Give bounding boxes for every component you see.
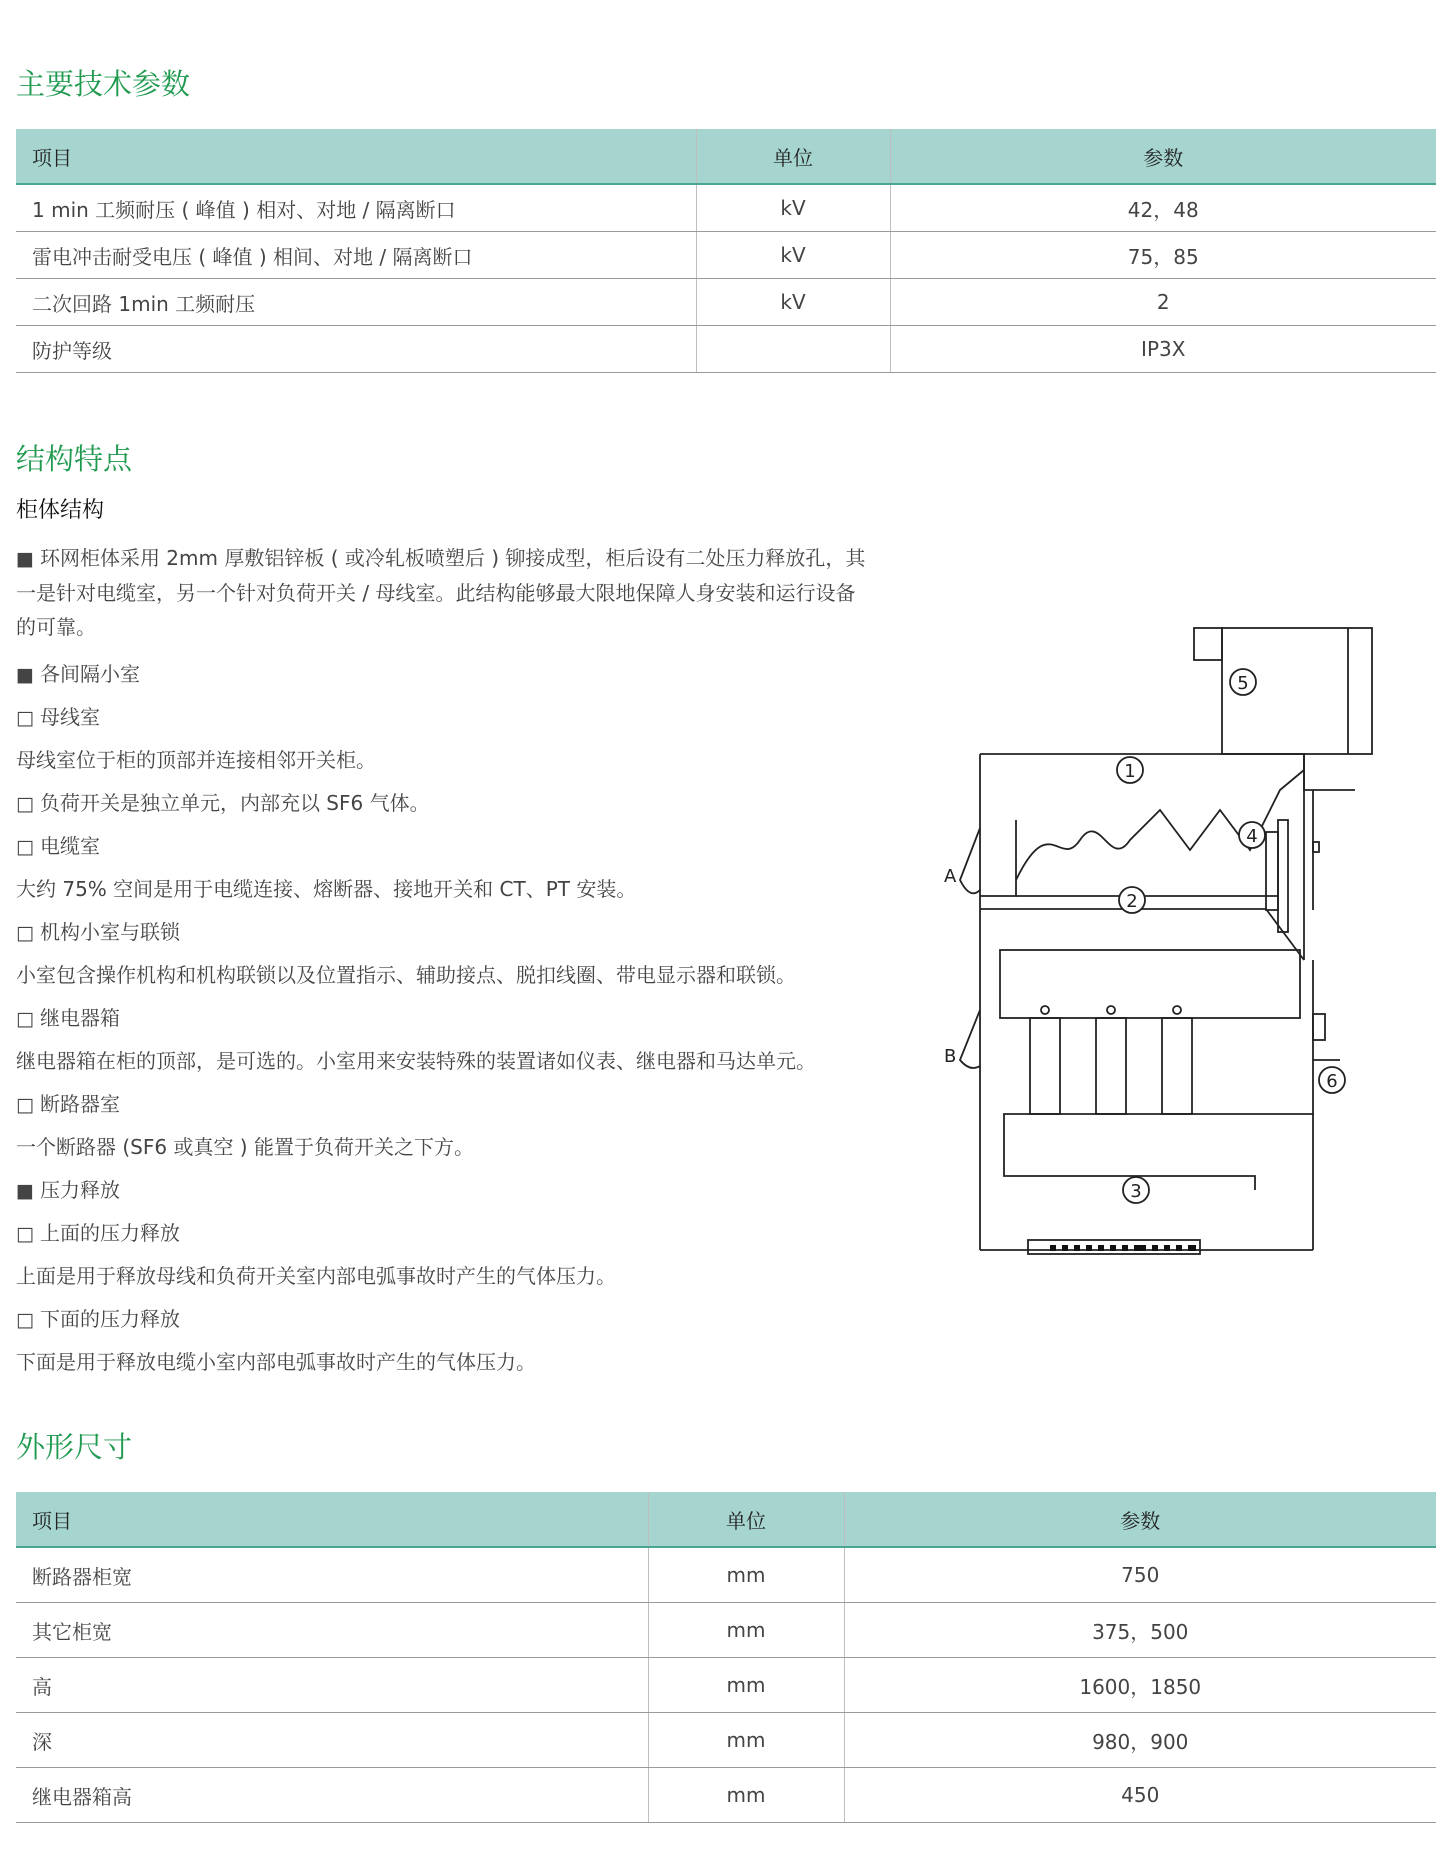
cell-unit: mm [648, 1547, 844, 1603]
cable-terminal-3 [1162, 1018, 1192, 1114]
item-breaker-room: 断路器室 [39, 1092, 120, 1116]
relay-box-tab [1194, 628, 1222, 660]
header-unit: 单位 [648, 1492, 844, 1547]
list-item [16, 1298, 866, 1341]
section-title-tech-params: 主要技术参数 [16, 67, 191, 101]
filled-square-bullet: ■ [16, 1180, 34, 1202]
cell-value: IP3X [890, 326, 1436, 373]
hollow-square-bullet: □ [16, 836, 34, 858]
label-b: B [944, 1046, 957, 1067]
list-item [16, 782, 866, 825]
tech-params-table [16, 129, 1436, 373]
callout-6 [1319, 1067, 1345, 1093]
table-row [16, 232, 1436, 279]
table-row [16, 1768, 1436, 1823]
list-item [16, 696, 866, 739]
busbar-room-wall [980, 820, 1016, 896]
cell-item: 继电器箱高 [16, 1768, 648, 1823]
hollow-square-bullet: □ [16, 1094, 34, 1116]
list-item: 上面是用于释放母线和负荷开关室内部电弧事故时产生的气体压力。 [16, 1264, 616, 1288]
header-item: 项目 [16, 1492, 648, 1547]
cell-unit: mm [648, 1658, 844, 1713]
list-item [16, 825, 866, 868]
header-unit: 单位 [696, 129, 890, 184]
cell-unit: mm [648, 1713, 844, 1768]
list-item [16, 1212, 866, 1255]
header-value: 参数 [890, 129, 1436, 184]
table-row [16, 1603, 1436, 1658]
cell-value: 980，900 [844, 1713, 1436, 1768]
fuse-contact-3 [1173, 1006, 1181, 1014]
cell-unit: mm [648, 1768, 844, 1823]
pressure-flap-b [960, 1010, 980, 1068]
cell-value: 750 [844, 1547, 1436, 1603]
table-row [16, 1547, 1436, 1603]
svg-text:2: 2 [1126, 891, 1138, 912]
fuse-contact-1 [1041, 1006, 1049, 1014]
table-row [16, 1713, 1436, 1768]
item-busbar-room: 母线室 [39, 705, 100, 729]
list-item [16, 997, 866, 1040]
cell-value: 1600，1850 [844, 1658, 1436, 1713]
callout-2 [1119, 887, 1145, 913]
cable-terminal-2 [1096, 1018, 1126, 1114]
cell-value: 450 [844, 1768, 1436, 1823]
svg-text:3: 3 [1130, 1181, 1142, 1202]
list-item [16, 911, 866, 954]
intro-text: 环网柜体采用 2mm 厚敷铝锌板 ( 或冷轧板喷塑后 ) 铆接成型，柜后设有二处压力释放孔，其一是针对电缆室，另一个针对负荷开关 / 母线室。此结构能够最大限地保障人身安装和运行设备的可靠。 [16, 546, 866, 639]
list-item: 小室包含操作机构和机构联锁以及位置指示、辅助接点、脱扣线圈、带电显示器和联锁。 [16, 963, 796, 987]
side-bracket [1313, 1014, 1325, 1040]
dimensions-table [16, 1492, 1436, 1823]
callout-3 [1123, 1177, 1149, 1203]
item-lower-relief: 下面的压力释放 [39, 1307, 180, 1331]
callout-5 [1230, 669, 1256, 695]
structure-feature-list [16, 541, 866, 1384]
hollow-square-bullet: □ [16, 922, 34, 944]
item-mechanism-room: 机构小室与联锁 [39, 920, 180, 944]
filled-square-bullet: ■ [16, 548, 34, 570]
cell-unit: kV [696, 184, 890, 232]
cell-value: 2 [890, 279, 1436, 326]
cell-item: 二次回路 1min 工频耐压 [16, 279, 696, 326]
callout-4 [1239, 822, 1265, 848]
cell-item: 断路器柜宽 [16, 1547, 648, 1603]
cell-unit: mm [648, 1603, 844, 1658]
pressure-flap-a [960, 828, 980, 893]
rear-latch [1313, 842, 1319, 852]
subtitle-cabinet-structure: 柜体结构 [16, 498, 105, 523]
list-item: 一个断路器 (SF6 或真空 ) 能置于负荷开关之下方。 [16, 1135, 474, 1159]
header-value: 参数 [844, 1492, 1436, 1547]
list-item [16, 653, 866, 696]
load-switch-handle [1266, 832, 1278, 910]
item-relay-box: 继电器箱 [39, 1006, 120, 1030]
table-row [16, 184, 1436, 232]
table-row [16, 279, 1436, 326]
cable-terminal-1 [1030, 1018, 1060, 1114]
cabinet-top-edge [980, 754, 1355, 790]
svg-text:5: 5 [1237, 673, 1249, 694]
item-load-switch: 负荷开关是独立单元，内部充以 SF6 气体。 [39, 791, 430, 815]
cell-unit [696, 326, 890, 373]
list-item: 下面是用于释放电缆小室内部电弧事故时产生的气体压力。 [16, 1350, 536, 1374]
cell-item: 其它柜宽 [16, 1603, 648, 1658]
table-row [16, 1658, 1436, 1713]
list-item: 大约 75% 空间是用于电缆连接、熔断器、接地开关和 CT、PT 安装。 [16, 877, 637, 901]
intro-paragraph [16, 541, 866, 644]
svg-text:4: 4 [1246, 826, 1258, 847]
list-item: 继电器箱在柜的顶部，是可选的。小室用来安装特殊的装置诸如仪表、继电器和马达单元。 [16, 1049, 816, 1073]
hollow-square-bullet: □ [16, 793, 34, 815]
fuse-contact-2 [1107, 1006, 1115, 1014]
switchgear-cross-section-diagram [900, 610, 1380, 1290]
callout-1 [1117, 757, 1143, 783]
cell-item: 高 [16, 1658, 648, 1713]
svg-text:1: 1 [1124, 761, 1136, 782]
list-item [16, 1083, 866, 1126]
item-compartments: 各间隔小室 [39, 662, 140, 686]
cell-unit: kV [696, 279, 890, 326]
item-pressure-relief: 压力释放 [39, 1178, 120, 1202]
cable-room-wall [1004, 1114, 1314, 1190]
section-title-dimensions: 外形尺寸 [16, 1430, 133, 1464]
section-title-structure: 结构特点 [16, 442, 133, 476]
cell-value: 375，500 [844, 1603, 1436, 1658]
item-cable-room: 电缆室 [39, 834, 100, 858]
filled-square-bullet: ■ [16, 664, 34, 686]
cell-value: 42，48 [890, 184, 1436, 232]
compartment-divider-slant [1266, 909, 1304, 960]
fuse-carrier [1000, 950, 1300, 1018]
header-item: 项目 [16, 129, 696, 184]
list-item: 母线室位于柜的顶部并连接相邻开关柜。 [16, 748, 376, 772]
cell-item: 1 min 工频耐压 ( 峰值 ) 相对、对地 / 隔离断口 [16, 184, 696, 232]
label-a: A [944, 866, 957, 887]
hollow-square-bullet: □ [16, 1223, 34, 1245]
item-upper-relief: 上面的压力释放 [39, 1221, 180, 1245]
cell-item: 深 [16, 1713, 648, 1768]
hollow-square-bullet: □ [16, 707, 34, 729]
load-switch-shaft [1278, 820, 1288, 932]
cell-item: 防护等级 [16, 326, 696, 373]
table-row [16, 326, 1436, 373]
svg-text:6: 6 [1326, 1071, 1338, 1092]
cell-unit: kV [696, 232, 890, 279]
list-item [16, 1169, 866, 1212]
cell-item: 雷电冲击耐受电压 ( 峰值 ) 相间、对地 / 隔离断口 [16, 232, 696, 279]
cell-value: 75，85 [890, 232, 1436, 279]
hollow-square-bullet: □ [16, 1008, 34, 1030]
hollow-square-bullet: □ [16, 1309, 34, 1331]
